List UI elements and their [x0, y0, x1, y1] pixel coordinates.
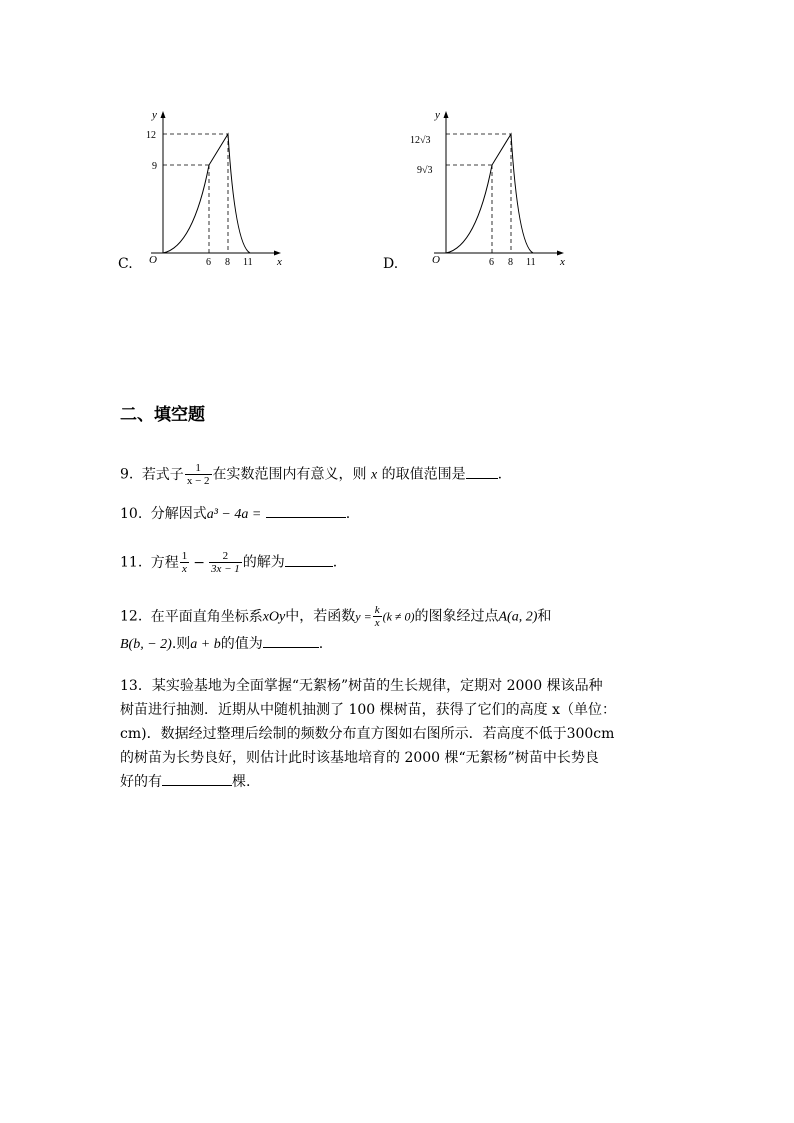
- y-tick-9: 9: [152, 161, 157, 172]
- q12-cond: (k ≠ 0): [382, 609, 415, 624]
- q11-f1-den: x: [182, 563, 187, 575]
- option-d: [380, 105, 580, 275]
- x-tick-6: 6: [489, 257, 494, 268]
- q9-frac-num: 1: [185, 462, 212, 475]
- question-12-line-2: [120, 633, 323, 655]
- q9-number: 9.: [120, 466, 134, 483]
- question-13: [120, 674, 616, 794]
- option-c-graph: [115, 105, 295, 275]
- q11-number: 11.: [120, 554, 143, 571]
- q12-f-num: k: [374, 604, 380, 616]
- q13-line-3: cm)．数据经过整理后绘制的频数分布直方图如右图所示．若高度不低于300cm: [120, 726, 615, 742]
- q12-end: .: [318, 636, 324, 652]
- q11-f2-num: 2: [209, 550, 242, 563]
- origin-label: O: [432, 254, 440, 266]
- q12-and: 和: [537, 608, 552, 625]
- q11-f1-num: 1: [181, 550, 188, 562]
- q13-line-1: 13．某实验基地为全面掌握“无絮杨”树苗的生长规律，定期对 2000 棵该品种: [120, 678, 603, 694]
- q12-pre: 在平面直角坐标系: [150, 608, 263, 625]
- question-9: [120, 462, 502, 487]
- q12-func-lhs: y =: [355, 609, 372, 624]
- section-title: 二、填空题: [120, 405, 205, 425]
- q10-pre: 分解因式: [150, 506, 207, 522]
- q13-line-5: [120, 770, 616, 794]
- q10-blank[interactable]: [266, 503, 346, 518]
- q12-point-a: A(a, 2): [498, 609, 538, 625]
- x-arrow: [557, 251, 564, 256]
- q12-fraction: [373, 604, 382, 629]
- q11-end: .: [332, 554, 338, 571]
- q9-post: 的取值范围是: [381, 466, 466, 483]
- q9-var: x: [370, 467, 378, 483]
- q11-f2-den: 3x − 1: [210, 563, 240, 575]
- q12-mid3: .则: [171, 636, 191, 652]
- q12-number: 12.: [120, 608, 143, 625]
- q10-expr: a³ − 4a =: [206, 507, 262, 522]
- q9-end: .: [497, 466, 503, 483]
- q11-post: 的解为: [242, 554, 285, 571]
- y-axis-label: y: [435, 109, 440, 121]
- q11-pre: 方程: [150, 554, 179, 571]
- q13-line-2: 树苗进行抽测．近期从中随机抽测了 100 棵树苗，获得了它们的高度 x（单位：: [120, 702, 616, 718]
- curve: [446, 134, 533, 253]
- x-tick-8: 8: [225, 257, 230, 268]
- q9-mid: 在实数范围内有意义，则: [212, 466, 367, 483]
- x-tick-11: 11: [243, 257, 253, 268]
- q12-expr: a + b: [190, 637, 221, 652]
- y-arrow: [161, 111, 166, 118]
- q11-fraction-2: [209, 550, 242, 575]
- question-11: [120, 550, 337, 575]
- q12-mid2: 的图象经过点: [414, 608, 499, 625]
- x-axis-label: x: [560, 256, 565, 268]
- y-tick-12sqrt3: 12√3: [410, 135, 431, 146]
- q9-blank[interactable]: [466, 464, 498, 479]
- q12-post: 的值为: [220, 636, 263, 652]
- x-tick-8: 8: [508, 257, 513, 268]
- question-12: [120, 604, 551, 629]
- y-tick-9sqrt3: 9√3: [417, 165, 433, 176]
- q11-blank[interactable]: [285, 552, 333, 567]
- x-axis-label: x: [277, 256, 282, 268]
- q12-point-b: B(b, − 2): [120, 637, 172, 652]
- q9-pre: 若式子: [141, 466, 184, 483]
- q12-f-den: x: [374, 617, 380, 629]
- q11-minus: −: [193, 554, 205, 571]
- question-10: [120, 503, 350, 525]
- q9-fraction: [185, 462, 212, 487]
- q13-line-4: 的树苗为长势良好，则估计此时该基地培育的 2000 棵“无絮杨”树苗中长势良: [120, 750, 599, 766]
- y-arrow: [444, 111, 449, 118]
- x-tick-11: 11: [526, 257, 536, 268]
- x-tick-6: 6: [206, 257, 211, 268]
- y-axis-label: y: [152, 109, 157, 121]
- q12-mid: 中，若函数: [285, 608, 356, 625]
- origin-label: O: [149, 254, 157, 266]
- q13-line-5-text: 好的有: [120, 774, 162, 790]
- q12-blank[interactable]: [263, 633, 319, 648]
- q13-blank[interactable]: [162, 771, 232, 786]
- q10-number: 10.: [120, 506, 143, 522]
- q12-sys: xOy: [262, 609, 286, 625]
- option-d-graph: [380, 105, 580, 275]
- q10-end: .: [345, 506, 351, 522]
- option-c: [115, 105, 295, 275]
- x-arrow: [274, 251, 281, 256]
- q9-frac-den: x − 2: [186, 475, 210, 487]
- q11-fraction-1: [180, 550, 190, 575]
- option-d-label: D.: [383, 256, 399, 272]
- y-tick-12: 12: [146, 130, 156, 141]
- curve: [163, 134, 250, 253]
- q13-end: 棵.: [232, 774, 251, 790]
- option-c-label: C.: [118, 256, 133, 272]
